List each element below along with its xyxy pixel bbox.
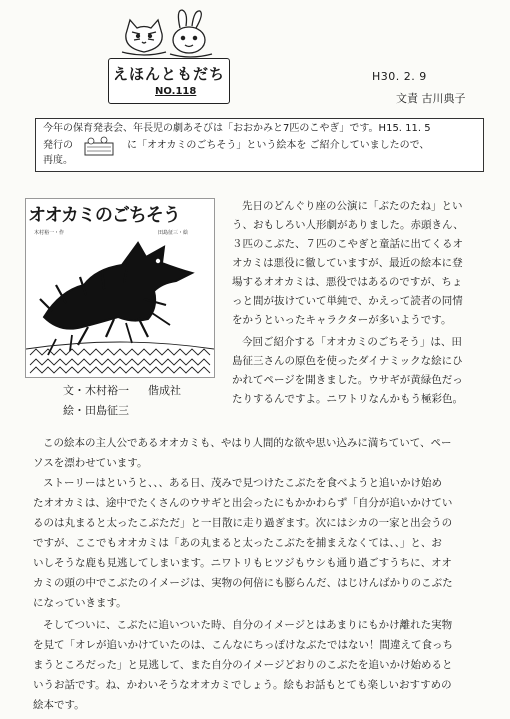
right-paragraph-line: をかうといったキャラクターが多いようです。 — [232, 314, 452, 326]
credit-illustrator: 絵・田島征三 — [63, 404, 129, 417]
body-line: カミの頭の中でこぶたのイメージは、実物の何倍にも膨らんだ、はじけんばかりのこぶた — [33, 577, 453, 589]
right-paragraph-line: かれてページを開きました。ウサギが黄緑色だっ — [232, 374, 463, 386]
book-cover — [25, 198, 215, 378]
right-paragraph-line: 今回ご紹介する「オオカミのごちそう」は、田 — [242, 336, 462, 348]
body-line: いうお話です。ね、かわいそうなオオカミでしょう。絵もお話もとても楽しいおすすめの — [33, 679, 452, 691]
body-line: ですが、ここでもオオカミは「あの丸まると太ったこぶたを捕まえなくては、、」と、お — [33, 537, 442, 549]
cover-illustrator: 田島征三・絵 — [158, 230, 189, 236]
body-line: いしそうな鹿も見逃してしまいます。ニワトリもヒツジもウシも通り過ごすうちに、オオ — [33, 557, 452, 569]
intro-line-3: 再度。 — [43, 155, 73, 166]
body-line: 絵本です。 — [33, 699, 85, 711]
issue-number: NO.118 — [155, 86, 197, 97]
right-paragraph-line: 先日のどんぐり座の公演に「ぶたのたね」とい — [242, 200, 463, 212]
body-line: ソスを漂わせています。 — [33, 457, 148, 469]
right-paragraph-line: う、おもしろい人形劇がありました。赤頭きん、 — [232, 219, 464, 231]
credit-publisher: 偕成社 — [148, 384, 181, 397]
intro-line-2b: に「オオカミのごちそう」という絵本を ご紹介していましたので、 — [127, 140, 430, 151]
issue-date: H30. 2. 9 — [372, 70, 427, 83]
cover-title: オオカミのごちそう — [28, 205, 180, 226]
body-line: るのは丸まると太ったこぶただ」と一目散に走り過ぎます。次にはシカの一家と出会うの — [33, 517, 453, 529]
intro-line-1: 今年の保育発表会、年長児の劇あそびは「おおかみと7匹のこやぎ」です。H15. 11. 5 — [43, 123, 431, 134]
right-paragraph-line: っと間が抜けていて単純で、かえって読者の同情 — [232, 295, 463, 307]
cat-and-rabbit-icon — [120, 8, 216, 62]
body-line: この絵本の主人公であるオオカミも、やはり人間的な欲や思い込みに満ちていて、ペー — [43, 437, 452, 449]
credit-author: 文・木村裕一 — [63, 384, 129, 397]
cover-author: 木村裕一・作 — [34, 230, 65, 236]
body-line: になっていきます。 — [33, 597, 127, 609]
right-paragraph-line: たりするんですよ。ニワトリなんかもう極彩色。 — [232, 393, 463, 405]
intro-box — [35, 118, 484, 172]
body-line: を見て「オレが追いかけていたのは、こんなにちっぽけなぶたではない！間違えて食っち — [33, 639, 453, 651]
masthead-frame — [108, 58, 230, 104]
author-line: 文責 古川典子 — [396, 92, 466, 105]
right-paragraph-line: ３匹のこぶた、７匹のこやぎと童話に出てくるオ — [232, 238, 463, 250]
body-line: たオオカミは、途中でたくさんのウサギと出会ったにもかかわらず「自分が追いかけてい — [33, 497, 453, 509]
body-line: そしてついに、こぶたに追いついた時、自分のイメージとはあまりにもかけ離れた実物 — [43, 619, 453, 631]
right-paragraph-line: オカミは悪役に徹していますが、最近の絵本に登 — [232, 257, 463, 269]
right-paragraph-line: 島征三さんの原色を使ったダイナミックな絵にひ — [232, 355, 463, 367]
newsletter-title: えほんともだち — [113, 65, 226, 83]
body-line: まうところだった」と見逃して、また自分のイメージどおりのこぶたを追いかけ始めると — [33, 659, 453, 671]
right-paragraph-line: 場するオオカミは、悪役ではあるのですが、ちょ — [232, 276, 463, 288]
masthead — [108, 8, 230, 110]
newsletter-stamp-icon — [84, 135, 114, 157]
body-line: ストーリーはというと、、、ある日、茂みで見つけたこぶたを食べようと追いかけ始め — [43, 477, 442, 489]
intro-line-2a: 発行の — [43, 140, 73, 151]
